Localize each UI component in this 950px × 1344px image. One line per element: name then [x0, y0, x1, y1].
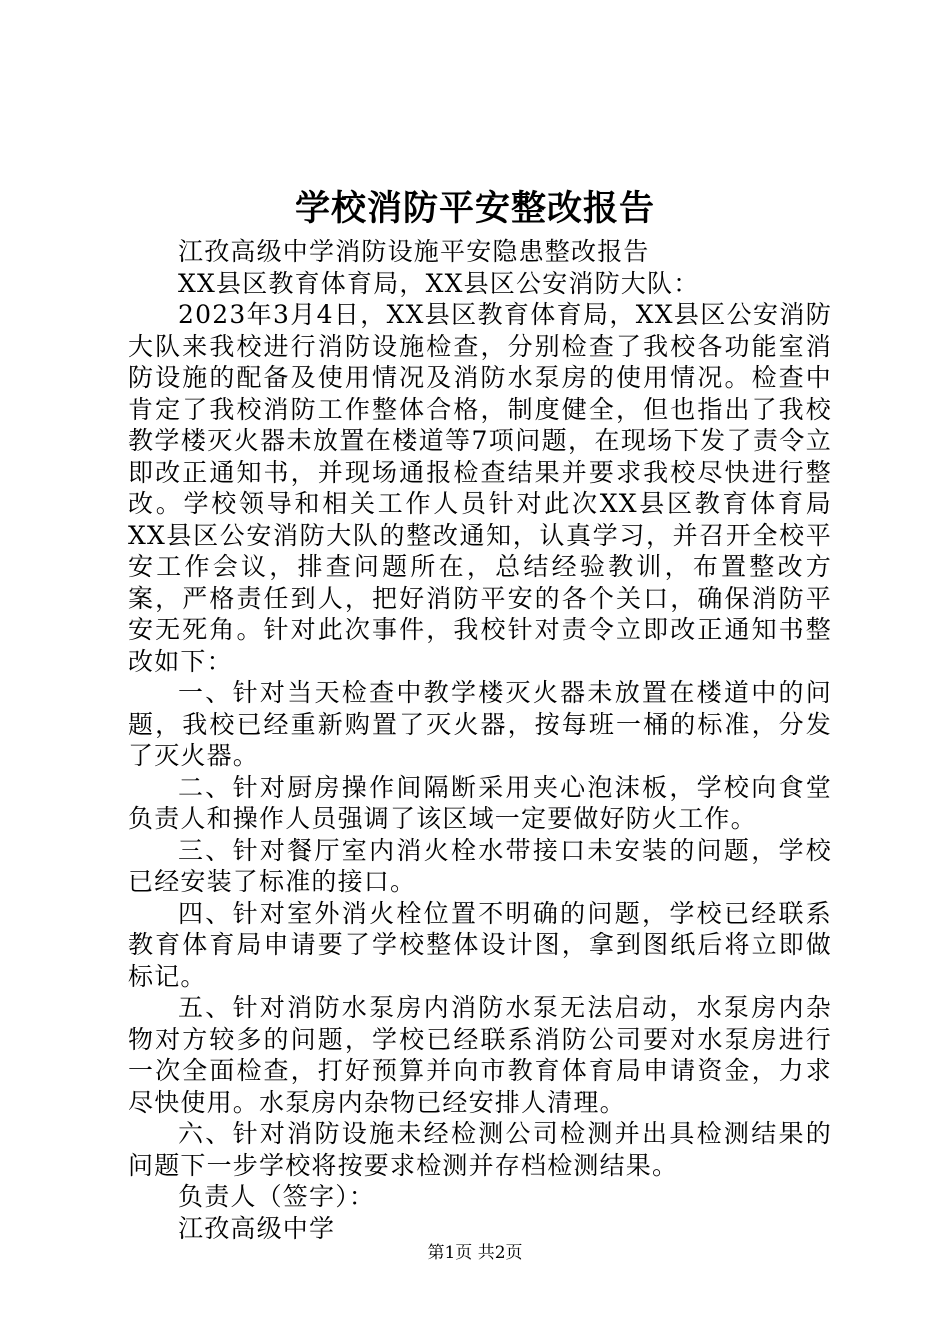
item-1-paragraph: 一、针对当天检查中教学楼灭火器未放置在楼道中的问题，我校已经重新购置了灭火器，按每班一桶的标准，分发了灭火器。: [128, 678, 832, 770]
item-6-paragraph: 六、针对消防设施未经检测公司检测并出具检测结果的问题下一步学校将按要求检测并存档检测结果。: [128, 1119, 832, 1180]
page-number: 第1页 共2页: [427, 1243, 523, 1263]
item-3-paragraph: 三、针对餐厅室内消火栓水带接口未安装的问题，学校已经安装了标准的接口。: [128, 835, 832, 896]
signature-line: 负责人（签字）：: [178, 1182, 376, 1211]
intro-paragraph: 2023年3月4日，XX县区教育体育局，XX县区公安消防大队来我校进行消防设施检查，分别检查了我校各功能室消防设施的配备及使用情况及消防水泵房的使用情况。检查中肯定了我校消防工作整体合格，制度健全，但也指出了我校教学楼灭火器未放置在楼道等7项问题，在现场下发了责令立即改正通知书，并现场通报检查结果并要求我校尽快进行整改。学校领导和相关工作人员针对此次XX县区教育体育局XX县区公安消防大队的整改通知，认真学习，并召开全校平安工作会议，排查问题所在，总结经验教训，布置整改方案，严格责任到人，把好消防平安的各个关口，确保消防平安无死角。针对此次事件，我校针对责令立即改正通知书整改如下：: [128, 300, 832, 676]
school-name: 江孜高级中学: [178, 1213, 336, 1243]
report-heading: 江孜高级中学消防设施平安隐患整改报告: [178, 237, 650, 266]
addressee: XX县区教育体育局，XX县区公安消防大队：: [178, 268, 700, 298]
item-4-paragraph: 四、针对室外消火栓位置不明确的问题，学校已经联系教育体育局申请要了学校整体设计图，拿到图纸后将立即做标记。: [128, 898, 832, 991]
item-5-paragraph: 五、针对消防水泵房内消防水泵无法启动，水泵房内杂物对方较多的问题，学校已经联系消防公司要对水泵房进行一次全面检查，打好预算并向市教育体育局申请资金，力求尽快使用。水泵房内杂物已经安排人清理。: [128, 993, 832, 1117]
document-title: 学校消防平安整改报告: [294, 188, 655, 229]
item-2-paragraph: 二、针对厨房操作间隔断采用夹心泡沫板，学校向食堂负责人和操作人员强调了该区域一定要做好防火工作。: [128, 772, 832, 833]
document-body: [128, 236, 832, 1244]
